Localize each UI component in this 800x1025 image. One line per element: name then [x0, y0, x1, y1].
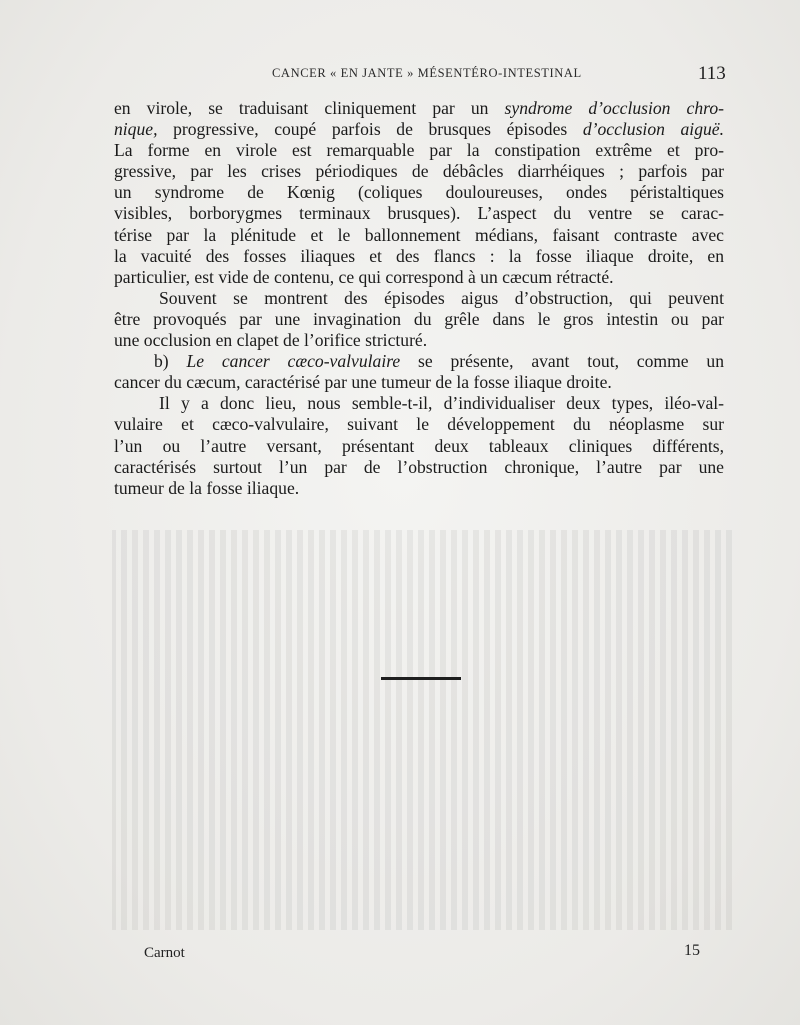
text-line — [114, 182, 724, 203]
italic-text-run: d’occlusion aiguë. — [582, 119, 724, 140]
text-line — [114, 161, 724, 182]
text-line — [114, 288, 724, 309]
text-line — [114, 478, 724, 499]
text-run: Souvent se montrent des épisodes aigus d’obstruction, qui peuvent — [159, 287, 724, 308]
text-run: Il y a donc lieu, nous semble-t-il, d’individualiser deux types, iléo-val- — [159, 393, 724, 414]
text-run: cancer du cæcum, caractérisé par une tumeur de la fosse iliaque droite. — [114, 372, 612, 393]
text-line — [114, 203, 724, 224]
text-line — [114, 351, 724, 372]
text-line — [114, 457, 724, 478]
text-line — [114, 372, 724, 393]
section-end-rule — [381, 677, 461, 680]
text-line — [114, 309, 724, 330]
text-run: gressive, par les crises périodiques de débâcles diarrhéiques ; parfois par — [114, 161, 724, 182]
italic-text-run: Le cancer cæco-valvulaire — [186, 351, 401, 372]
italic-text-run: syndrome d’occlusion chro- — [504, 98, 724, 118]
text-run: en virole, se traduisant cliniquement par un — [114, 98, 505, 118]
text-line — [114, 330, 724, 351]
page-number: 113 — [698, 63, 726, 84]
text-run: se présente, avant tout, comme un — [400, 351, 724, 372]
text-run: vulaire et cæco-valvulaire, suivant le développement du néoplasme sur — [114, 414, 724, 435]
printer-signature-author: Carnot — [144, 945, 185, 961]
text-run: particulier, est vide de contenu, ce qui correspond à un cæcum rétracté. — [114, 266, 614, 287]
text-line — [114, 246, 724, 267]
text-run: La forme en virole est remarquable par la constipation extrême et pro- — [114, 140, 724, 161]
text-run: une occlusion en clapet de l’orifice stricturé. — [114, 330, 428, 351]
text-line — [114, 393, 724, 414]
text-line — [114, 225, 724, 246]
text-run: térise par la plénitude et le ballonnement médians, faisant contraste avec — [114, 224, 724, 245]
text-run: visibles, borborygmes terminaux brusques). L’aspect du ventre se carac- — [114, 203, 724, 224]
text-run: progressive, coupé parfois de brusques épisodes — [157, 119, 583, 140]
text-line — [114, 119, 724, 140]
show-through-texture — [112, 530, 732, 930]
text-run: tumeur de la fosse iliaque. — [114, 477, 300, 498]
text-line — [114, 267, 724, 288]
text-run: l’un ou l’autre versant, présentant deux tableaux cliniques différents, — [114, 435, 724, 456]
text-run: un syndrome de Kœnig (coliques douloureuses, ondes péristaltiques — [114, 182, 724, 203]
text-run: b) — [154, 351, 187, 372]
body-text — [114, 98, 724, 499]
running-head: CANCER « EN JANTE » MÉSENTÉRO-INTESTINAL — [272, 66, 582, 80]
text-line — [114, 98, 724, 119]
italic-text-run: nique, — [114, 119, 158, 140]
text-run: caractérisés surtout l’un par de l’obstruction chronique, l’autre par une — [114, 456, 724, 477]
text-line — [114, 140, 724, 161]
text-line — [114, 436, 724, 457]
text-run: être provoqués par une invagination du grêle dans le gros intestin ou par — [114, 308, 724, 329]
text-line — [114, 414, 724, 435]
text-run: la vacuité des fosses iliaques et des flancs : la fosse iliaque droite, en — [114, 245, 724, 266]
printer-signature-number: 15 — [684, 942, 700, 959]
